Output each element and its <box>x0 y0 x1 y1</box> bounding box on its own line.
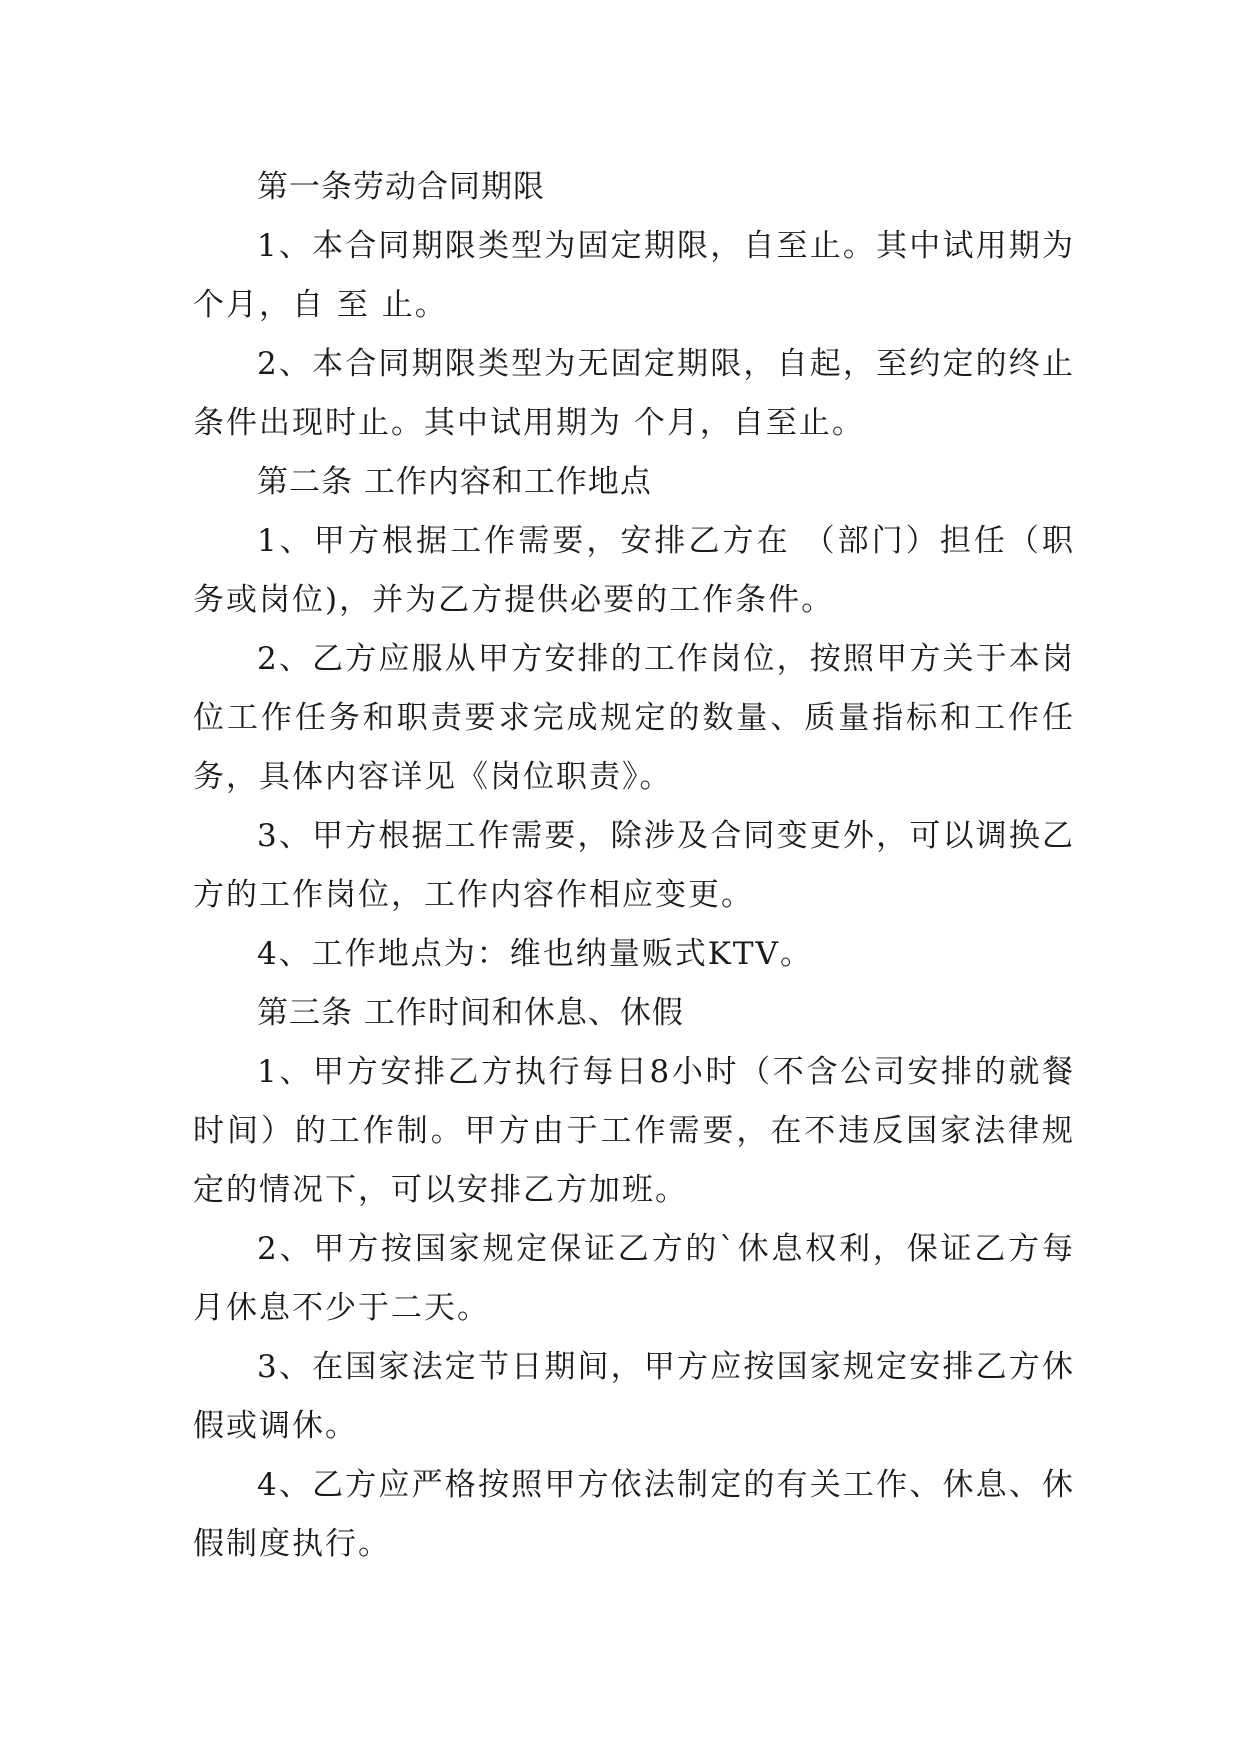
article-3-clause-4: 4、乙方应严格按照甲方依法制定的有关工作、休息、休假制度执行。 <box>193 1467 1075 1562</box>
article-3-clause-1: 1、甲方安排乙方执行每日8小时（不含公司安排的就餐时间）的工作制。甲方由于工作需要，在不违反国家法律规定的情况下，可以安排乙方加班。 <box>193 1054 1075 1208</box>
article-2-clause-1: 1、甲方根据工作需要，安排乙方在 （部门）担任（职务或岗位)，并为乙方提供必要的工作条件。 <box>193 523 1075 618</box>
article-2-clause-2: 2、乙方应服从甲方安排的工作岗位，按照甲方关于本岗位工作任务和职责要求完成规定的数量、质量指标和工作任务，具体内容详见《岗位职责》。 <box>193 641 1075 795</box>
article-3-heading: 第三条 工作时间和休息、休假 <box>257 995 684 1031</box>
article-1-heading: 第一条劳动合同期限 <box>257 169 545 205</box>
article-2-clause-3: 3、甲方根据工作需要，除涉及合同变更外，可以调换乙方的工作岗位，工作内容作相应变更。 <box>193 818 1075 913</box>
article-2-clause-4: 4、工作地点为：维也纳量贩式KTV。 <box>257 936 813 972</box>
article-2-heading: 第二条 工作内容和工作地点 <box>257 464 652 500</box>
document-body <box>193 158 1075 1574</box>
article-3-clause-3: 3、在国家法定节日期间，甲方应按国家规定安排乙方休假或调休。 <box>193 1349 1075 1444</box>
article-3-clause-2: 2、甲方按国家规定保证乙方的`休息权利，保证乙方每月休息不少于二天。 <box>193 1231 1075 1326</box>
article-1-clause-1: 1、本合同期限类型为固定期限，自至止。其中试用期为 个月，自 至 止。 <box>193 228 1075 323</box>
article-1-clause-2: 2、本合同期限类型为无固定期限，自起，至约定的终止条件出现时止。其中试用期为 个月，自至止。 <box>193 346 1075 441</box>
